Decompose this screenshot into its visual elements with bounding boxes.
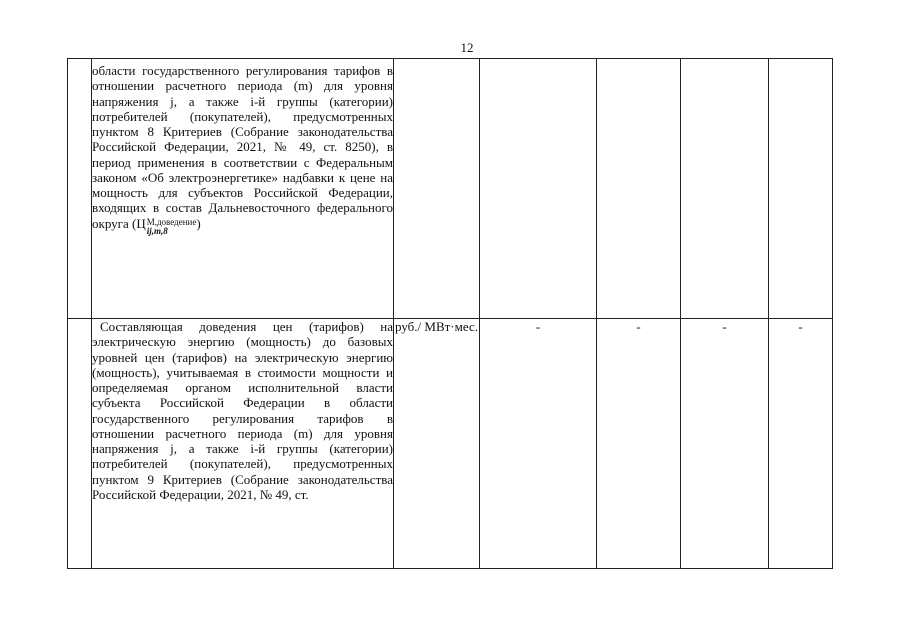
tariff-table: [67, 58, 833, 569]
page-number: 12: [460, 40, 474, 55]
value-cell: [769, 59, 833, 319]
value-cell: -: [681, 319, 769, 569]
value-cell: [597, 59, 681, 319]
description-text: Составляющая доведения цен (тарифов) на электрическую энергию (мощность) до базовых уровней цен (тарифов) на электрическую энергию (мощность), учитываемая в стоимости мощности и определяемая органом исполнительной власти субъекта Российской Федерации в области государственного регулирования тарифов в отношении расчетного периода (m) для уровня напряжения j, а также i-й группы (категории) потребителей (покупателей), предусмотренных пунктом 9 Критериев (Собрание законодательства Российской Федерации, 2021, № 49, ст.: [92, 319, 393, 502]
unit-cell: [394, 59, 480, 319]
value-cell: -: [769, 319, 833, 569]
table-row: [68, 59, 833, 319]
description-body: области государственного регулирования тарифов в отношении расчетного периода (m) для уровня напряжения j, а также i-й группы (категории) потребителей (покупателей), предусмотренных пунктом 8 Критериев (Собрание законодательства Российской Федерации, 2021, № 49, ст. 8250), в период применения в соответствии с Федеральным законом «Об электроэнергетике» надбавки к цене на мощность для субъектов Российской Федерации, входящих в состав Дальневосточного федерального округа: [92, 63, 393, 231]
value-cell: [480, 59, 597, 319]
row-number-cell: [68, 319, 92, 569]
value-cell: -: [480, 319, 597, 569]
price-formula: (Ц М,доведение ij,m,8 ): [132, 215, 201, 236]
unit-cell: руб./ МВт·мес.: [394, 319, 480, 569]
description-cell: [92, 319, 394, 569]
formula-superscript: М,доведение: [146, 216, 197, 227]
value-cell: [681, 59, 769, 319]
formula-subscript: ij,m,8: [146, 225, 168, 236]
row-number-cell: [68, 59, 92, 319]
table-row: [68, 319, 833, 569]
value-cell: -: [597, 319, 681, 569]
description-text: [92, 63, 393, 236]
formula-indices: [147, 218, 197, 236]
description-cell: [92, 59, 394, 319]
